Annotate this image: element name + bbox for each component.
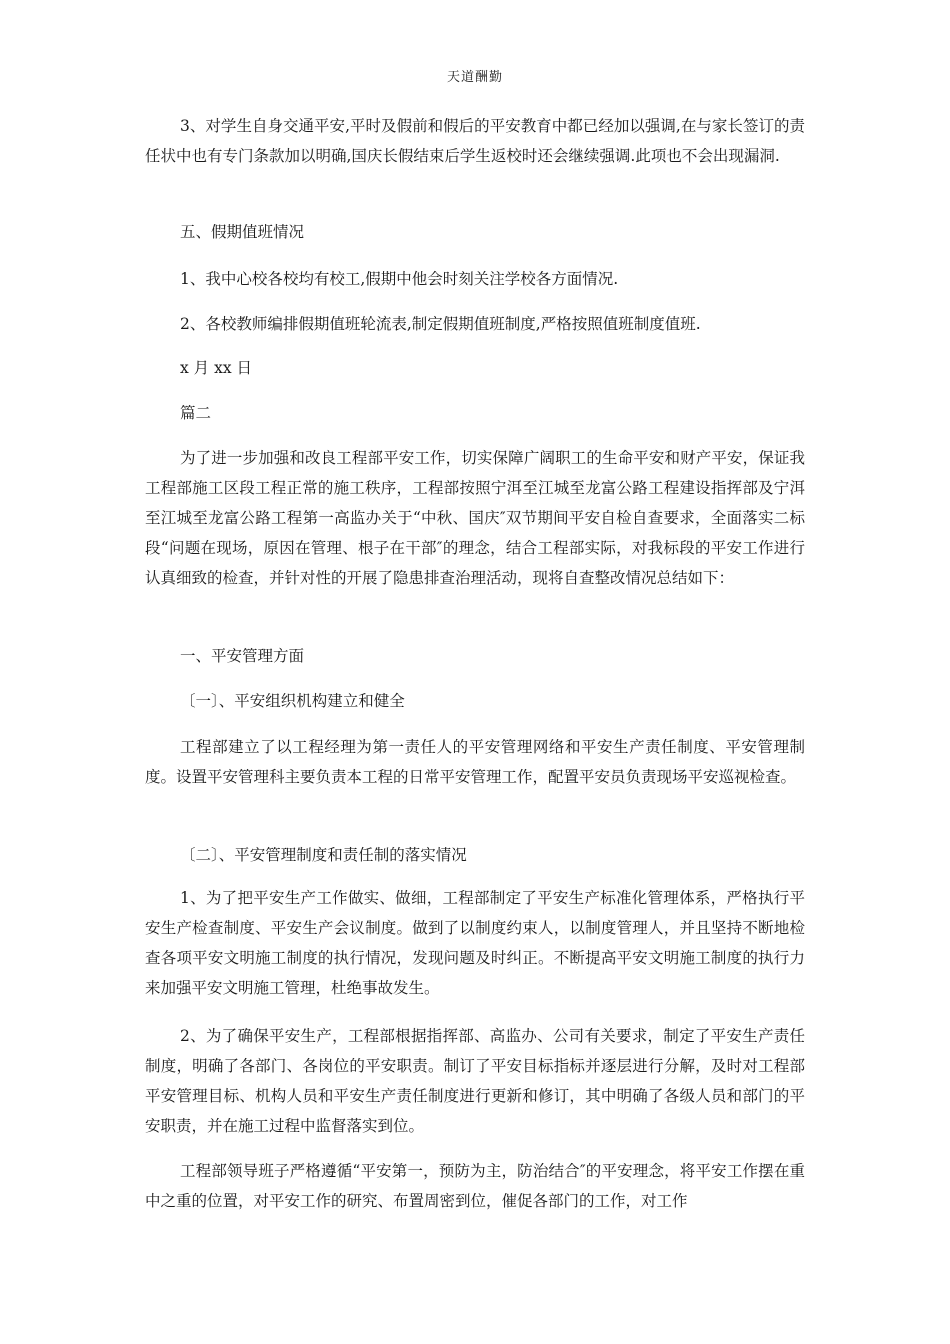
paragraph-duty-roster: 2、各校教师编排假期值班轮流表,制定假期值班制度,严格按照值班制度值班.	[180, 315, 701, 333]
paragraph-standardization: 1、为了把平安生产工作做实、做细，工程部制定了平安生产标准化管理体系，严格执行平安生产检查制度、平安生产会议制度。做到了以制度约束人，以制度管理人，并且坚持不断地检查各项平安文明施工制度的执行情况，发现问题及时纠正。不断提高平安文明施工制度的执行力来加强平安文明施工管理，杜绝事故发生。	[145, 889, 805, 997]
paragraph-responsibility-system: 2、为了确保平安生产，工程部根据指挥部、高监办、公司有关要求，制定了平安生产责任制度，明确了各部门、各岗位的平安职责。制订了平安目标指标并逐层进行分解，及时对工程部平安管理目标、机构人员和平安生产责任制度进行更新和修订，其中明确了各级人员和部门的平安职责，并在施工过程中监督落实到位。	[145, 1027, 805, 1135]
subheading-organization: 〔一〕、平安组织机构建立和健全	[180, 692, 405, 710]
paragraph-janitor: 1、我中心校各校均有校工,假期中他会时刻关注学校各方面情况.	[180, 270, 619, 288]
subheading-responsibility: 〔二〕、平安管理制度和责任制的落实情况	[180, 846, 467, 864]
paragraph-organization: 工程部建立了以工程经理为第一责任人的平安管理网络和平安生产责任制度、平安管理制度。设置平安管理科主要负责本工程的日常平安管理工作，配置平安员负责现场平安巡视检查。	[145, 738, 805, 786]
paragraph-leadership: 工程部领导班子严格遵循“平安第一，预防为主，防治结合″的平安理念，将平安工作摆在重中之重的位置，对平安工作的研究、布置周密到位，催促各部门的工作，对工作	[145, 1162, 805, 1210]
section-heading-safety-management: 一、平安管理方面	[180, 647, 305, 665]
paragraph-traffic-safety: 3、对学生自身交通平安,平时及假前和假后的平安教育中都已经加以强调,在与家长签订的责任状中也有专门条款加以明确,国庆长假结束后学生返校时还会继续强调.此项也不会出现漏洞.	[145, 117, 805, 165]
date-line: x 月 xx 日	[180, 359, 253, 377]
section-heading-part-two: 篇二	[180, 404, 212, 422]
page-header: 天道酬勤	[446, 70, 503, 85]
paragraph-intro: 为了进一步加强和改良工程部平安工作，切实保障广阔职工的生命平安和财产平安，保证我工程部施工区段工程正常的施工秩序，工程部按照宁洱至江城至龙富公路工程建设指挥部及宁洱至江城至龙富公路工程第一高监办关于“中秋、国庆″双节期间平安自检自查要求，全面落实二标段“问题在现场，原因在管理、根子在干部″的理念，结合工程部实际，对我标段的平安工作进行认真细致的检查，并针对性的开展了隐患排查治理活动，现将自查整改情况总结如下：	[145, 449, 805, 587]
section-heading-holiday-duty: 五、假期值班情况	[180, 223, 305, 241]
